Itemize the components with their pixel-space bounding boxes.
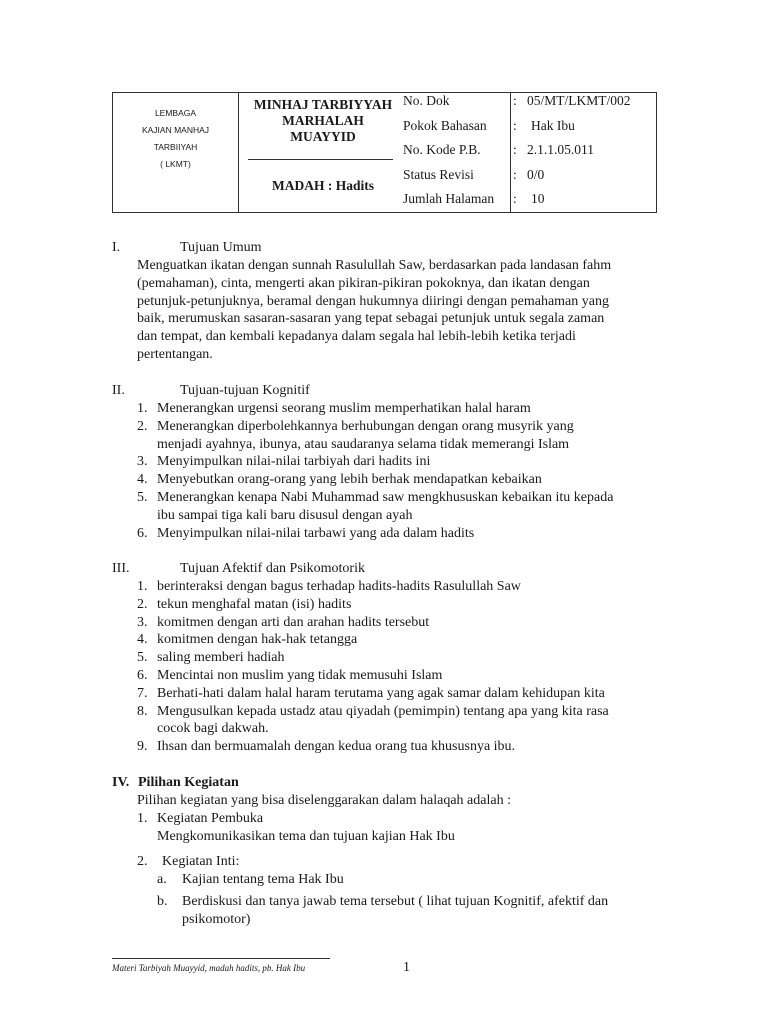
meta-key: No. Kode P.B. [403,142,481,157]
section-heading [112,560,657,578]
institution-line: ( LKMT) [160,159,191,169]
meta-value: 2.1.1.05.011 [527,142,594,157]
meta-kode-pb: No. Kode P.B. : 2.1.1.05.011 [403,142,594,157]
list-item: 1. Menerangkan urgensi seorang muslim memperhatikan halal haram [137,401,531,416]
section-heading [112,382,657,400]
section-tujuan-kognitif [112,382,657,542]
kognitif-list [112,400,657,542]
list-item: 3. komitmen dengan arti dan arahan hadits tersebut [137,614,430,630]
section-title: Tujuan Afektif dan Psikomotorik [180,561,365,576]
institution-cell [113,93,239,212]
institution-line: LEMBAGA [154,108,197,118]
list-item: 2. Menerangkan diperbolehkannya berhubungan dengan orang musyrik yang menjadi ayahnya, ibunya, atau saudaranya selama tidak memerangi Islam [137,418,574,452]
paragraph-line: baik, merumuskan sasaran-sasaran yang tepat sebagai petunjuk untuk segala zaman [137,311,605,327]
list-item: 9. Ihsan dan bermuamalah dengan kedua orang tua khususnya ibu. [137,739,516,755]
title-line: MARHALAH [282,113,364,128]
list-item: 4. komitmen dengan hak-hak tetangga [137,632,358,648]
section-number: III. [112,561,130,576]
section-pilihan-kegiatan [112,774,657,929]
meta-key: Jumlah Halaman [403,191,495,206]
list-item: 3. Menyimpulkan nilai-nilai tarbiyah dari hadits ini [137,454,431,470]
section-intro: Pilihan kegiatan yang bisa diselenggarakan dalam halaqah adalah : [137,793,511,808]
list-item: 7. Berhati-hati dalam halal haram terutama yang agak samar dalam kehidupan kita [137,685,605,701]
section-title: Tujuan-tujuan Kognitif [180,383,310,398]
kegiatan-subitem: b. Berdiskusi dan tanya jawab tema tersebut ( lihat tujuan Kognitif, afektif dan psikomotor) [157,893,609,927]
meta-value: 05/MT/LKMT/002 [527,93,631,108]
meta-status-revisi: Status Revisi : 0/0 [403,167,545,182]
section-title: Pilihan Kegiatan [138,775,239,790]
kegiatan-title: Kegiatan Pembuka [157,810,264,826]
page-number: 1 [403,960,410,975]
madah-label: MADAH : Hadits [272,178,374,193]
kegiatan-title: Kegiatan Inti: [162,854,240,870]
list-item: 8. Mengusulkan kepada ustadz atau qiyadah (pemimpin) tentang apa yang kita rasa cocok bagi dakwah. [137,703,609,737]
meta-jumlah-halaman: Jumlah Halaman : 10 [403,191,545,206]
title-line: MINHAJ TARBIYYAH [253,97,393,112]
section-number: II. [112,383,125,398]
list-item: 4. Menyebutkan orang-orang yang lebih berhak mendapatkan kebaikan [137,472,542,488]
meta-pokok-bahasan: Pokok Bahasan : Hak Ibu [403,118,575,133]
list-item: 5. saling memberi hadiah [137,650,285,666]
meta-value: 10 [531,191,545,206]
list-item: 6. Menyimpulkan nilai-nilai tarbawi yang ada dalam hadits [137,525,475,541]
list-item: 1. berinteraksi dengan bagus terhadap hadits-hadits Rasulullah Saw [137,579,521,594]
section-tujuan-afektif [112,560,657,756]
institution-line: KAJIAN MANHAJ [141,125,210,135]
section-paragraph [137,257,657,364]
section-number: I. [112,240,121,255]
section-heading [112,239,657,257]
section-title: Tujuan Umum [180,240,262,255]
kegiatan-pembuka: 1. Kegiatan Pembuka Mengkomunikasikan tema dan tujuan kajian Hak Ibu [112,810,657,846]
meta-value: Hak Ibu [531,118,575,133]
paragraph-line: Menguatkan ikatan dengan sunnah Rasulullah Saw, berdasarkan pada landasan fahm [137,258,612,273]
paragraph-line: pertentangan. [137,346,213,362]
footnote-divider [112,958,330,959]
header-table [112,92,657,213]
kegiatan-detail: Mengkomunikasikan tema dan tujuan kajian Hak Ibu [157,828,455,844]
meta-key: Status Revisi [403,167,474,182]
section-heading [112,774,657,792]
document-title [238,97,408,145]
paragraph-line: petunjuk-petunjuknya, beramal dengan hukumnya diiringi dengan pemahaman yang [137,293,609,309]
kegiatan-subitem: a. Kajian tentang tema Hak Ibu [157,872,344,888]
section-number: IV. [112,775,130,790]
institution-name [113,105,238,173]
section-tujuan-umum [112,239,657,364]
paragraph-line: dan tempat, dan kembali kepadanya dalam segala hal lebih-lebih ketika terjadi [137,329,576,345]
footnote: Materi Tarbiyah Muayyid, madah hadits, pb. Hak Ibu [112,963,306,973]
meta-key: Pokok Bahasan [403,118,487,133]
kegiatan-inti: 2. Kegiatan Inti: [112,853,657,871]
meta-value: 0/0 [527,167,545,182]
list-item: 2. tekun menghafal matan (isi) hadits [137,596,352,612]
institution-line: TARBIIYAH [153,142,198,152]
afektif-list [112,578,657,756]
meta-no-dok: No. Dok : 05/MT/LKMT/002 [403,93,631,108]
list-item: 5. Menerangkan kenapa Nabi Muhammad saw mengkhususkan kebaikan itu kepada ibu sampai tiga kali baru disusul dengan ayah [137,489,614,523]
list-item: 6. Mencintai non muslim yang tidak memusuhi Islam [137,667,443,683]
title-divider [248,159,393,160]
meta-key: No. Dok [403,93,450,108]
paragraph-line: (pemahaman), cinta, mengerti akan pikiran-pikiran pokoknya, dan ikatan dengan [137,275,590,291]
title-line: MUAYYID [290,129,356,144]
